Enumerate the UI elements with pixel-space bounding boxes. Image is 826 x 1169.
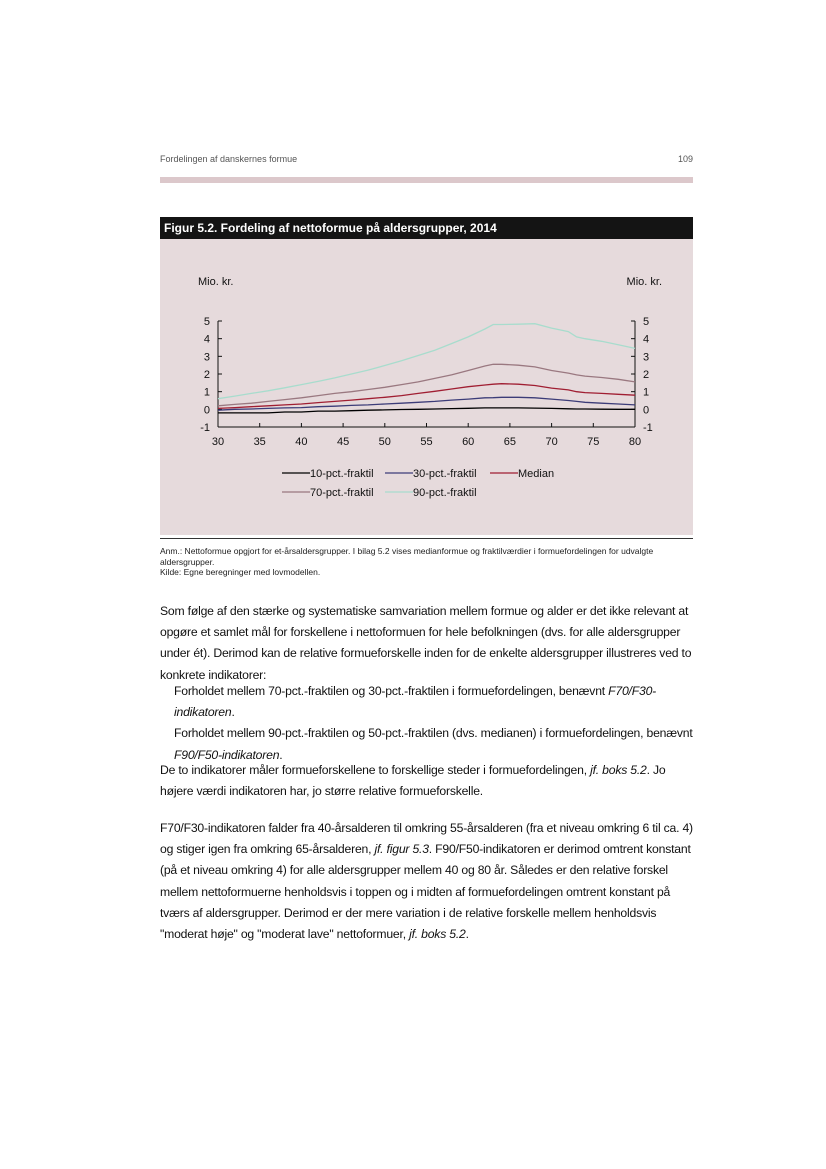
x-tick-label: 80 (628, 436, 642, 448)
x-tick-label: 65 (503, 436, 517, 448)
series-line (218, 324, 635, 399)
bullet-term: F90/F50-indikatoren (174, 747, 280, 762)
figure-note: Anm.: Nettoformue opgjort for et-årsaldersgrupper. I bilag 5.2 vises medianformue og fraktilværdier i formuefordelingen for udvalgte aldersgrupper. (160, 546, 654, 567)
x-tick-label: 50 (378, 436, 391, 448)
y-tick-label-left: -1 (200, 422, 210, 434)
indicator-list (174, 681, 696, 766)
x-tick-label: 55 (420, 436, 433, 448)
paragraph-3-tail: . Jo højere værdi indikatoren har, jo større relative formueforskelle. (160, 763, 666, 799)
y-tick-label-left: 1 (203, 386, 210, 399)
figure-reference: jf. figur 5.3 (374, 842, 429, 857)
y-tick-label-right: 2 (643, 369, 650, 381)
legend-label: 70-pct.-fraktil (310, 487, 374, 499)
x-tick-label: 30 (211, 436, 225, 448)
y-tick-label-right: 5 (643, 316, 650, 328)
box-reference: jf. boks 5.2 (409, 927, 466, 942)
paragraph-3-text (160, 760, 696, 802)
figure-source: Kilde: Egne beregninger med lovmodellen. (160, 567, 321, 577)
paragraph-1 (160, 601, 696, 686)
figure-bottom-rule (160, 538, 693, 539)
page-number: 109 (677, 154, 693, 164)
bullet-text: Forholdet mellem 90-pct.-fraktilen og 50-pct.-fraktilen (dvs. medianen) i formuefordelingen, benævnt (174, 726, 693, 741)
bullet-item-f70-f30 (174, 681, 696, 723)
y-tick-label-right: 0 (643, 404, 650, 417)
x-tick-label: 35 (253, 436, 266, 448)
y-tick-label-right: -1 (643, 422, 653, 434)
line-chart (160, 239, 693, 535)
figure-notes (160, 546, 700, 578)
bullet-tail: . (279, 747, 283, 762)
y-tick-label-right: 4 (643, 333, 650, 346)
figure-panel (160, 239, 693, 535)
paragraph-4-text (160, 818, 696, 945)
y-tick-label-right: 3 (643, 351, 650, 364)
legend-label: 90-pct.-fraktil (413, 487, 477, 499)
bullet-tail: . (231, 705, 235, 720)
series-line (218, 384, 635, 409)
y-tick-label-left: 3 (203, 351, 210, 364)
bullet-term: F70/F30-indikatoren (174, 684, 657, 720)
legend-label: 10-pct.-fraktil (310, 468, 374, 480)
paragraph-1-text: Som følge af den stærke og systematiske samvariation mellem formue og alder er det ikke relevant at opgøre et samlet mål for forskellene i nettoformuen for hele befolkningen (dvs. for alle aldersgrupper under ét). Derimod kan de relative formueforskelle inden for de enkelte aldersgrupper illustreres ved to konkrete indikatorer: (160, 604, 692, 682)
y-tick-label-left: 5 (203, 316, 210, 328)
legend-label: 30-pct.-fraktil (413, 468, 477, 480)
box-reference: jf. boks 5.2 (590, 763, 647, 777)
header-rule (160, 177, 693, 183)
paragraph-4-lead: F70/F30-indikatoren falder fra 40-årsalderen til omkring 55-årsalderen (fra et niveau omkring 6 til ca. 4) og stiger igen fra omkring 65-årsalderen, (160, 821, 693, 857)
running-title: Fordelingen af danskernes formue (160, 154, 298, 164)
paragraph-4 (160, 818, 696, 945)
y-axis-label-right: Mio. kr. (626, 276, 662, 288)
x-tick-label: 45 (336, 436, 350, 448)
running-head (160, 154, 693, 168)
x-tick-label: 60 (462, 436, 475, 448)
y-axis-label-left: Mio. kr. (198, 276, 234, 288)
x-tick-label: 75 (587, 436, 600, 448)
y-tick-label-left: 0 (203, 404, 210, 417)
figure-title: Figur 5.2. Fordeling af nettoformue på aldersgrupper, 2014 (160, 217, 693, 239)
bullet-text: Forholdet mellem 70-pct.-fraktilen og 30-pct.-fraktilen i formuefordelingen, benævnt (174, 684, 605, 698)
paragraph-3-lead: De to indikatorer måler formueforskellene to forskellige steder i formuefordelingen, (160, 763, 587, 777)
x-tick-label: 40 (295, 436, 308, 448)
series-line (218, 364, 635, 406)
x-tick-label: 70 (545, 436, 558, 448)
y-tick-label-right: 1 (643, 386, 650, 399)
paragraph-4-tail: . (465, 927, 469, 942)
y-tick-label-left: 4 (203, 333, 210, 346)
legend-label: Median (518, 468, 555, 480)
paragraph-3 (160, 760, 696, 802)
paragraph-4-mid: . F90/F50-indikatoren er derimod omtrent konstant (på et niveau omkring 4) for alle aldersgrupper mellem 40 og 80 år. Således er den relative forskel mellem nettoformuerne henholdsvis i toppen og i midten af formuefordelingen omtrent konstant på tværs af aldersgrupper. Derimod er der mere variation i de relative forskelle mellem henholdsvis "moderat høje" og "moderat lave" nettoformuer, (160, 842, 691, 942)
y-tick-label-left: 2 (203, 369, 210, 381)
